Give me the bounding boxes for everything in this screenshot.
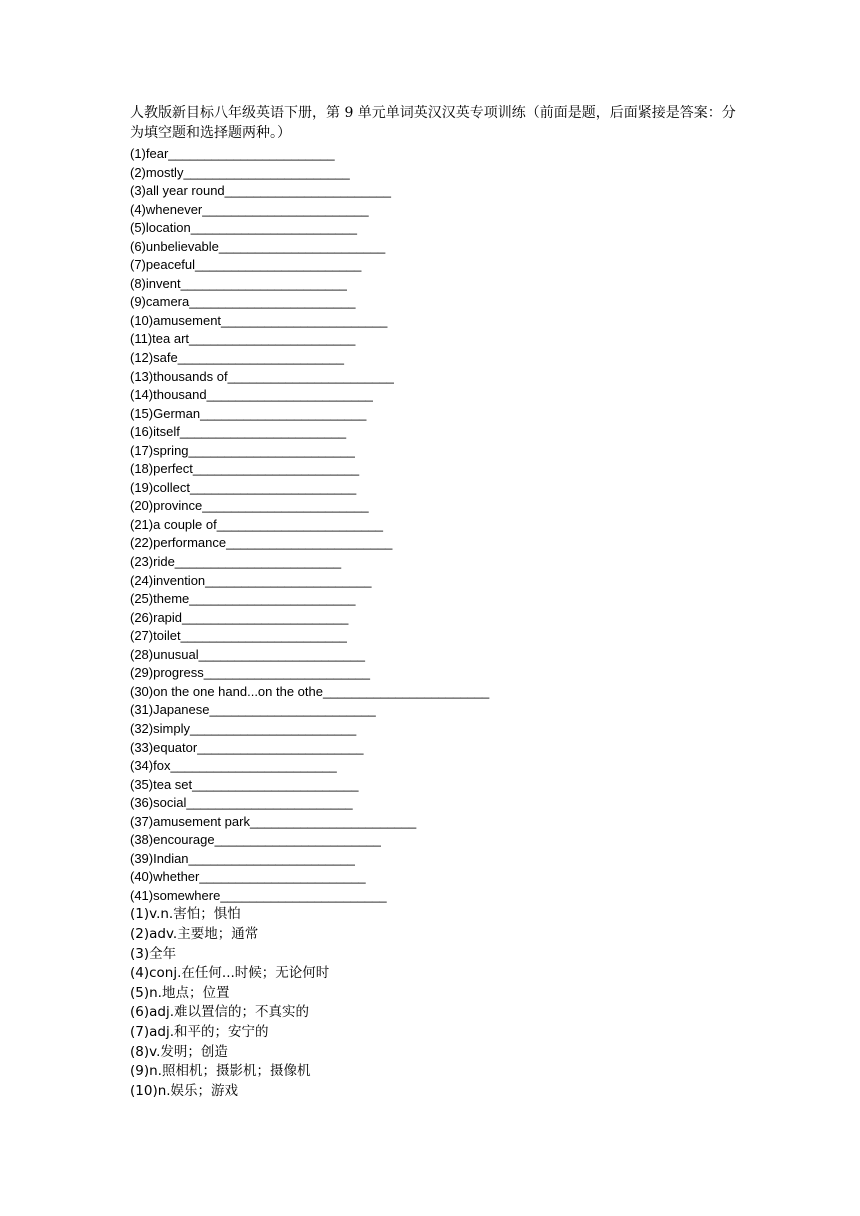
answer-item: (9)n.照相机；摄影机；摄像机 [130,1063,311,1080]
question-item [130,219,740,238]
question-item [130,145,740,164]
answer-blank: _______________________ [189,331,356,347]
answer-blank: _______________________ [177,350,344,366]
answer-blank: _______________________ [174,554,342,570]
question-item [130,627,740,646]
question-item [130,887,740,906]
question-term: (40)whether [130,869,200,885]
question-item [130,330,740,349]
question-term: (26)rapid [130,609,183,625]
question-item [130,275,740,294]
answer-blank: _______________________ [192,461,360,477]
question-item [130,312,740,331]
question-item [130,238,740,257]
answer-blank: _______________________ [180,275,347,291]
answer-item: (1)v.n.害怕；惧怕 [130,906,241,923]
question-term: (1)fear [130,146,169,161]
question-item [130,386,740,405]
question-term: (31)Japanese [130,702,210,718]
answer-blank: _______________________ [188,850,355,866]
question-term: (39)Indian [130,850,189,866]
question-term: (29)progress [130,665,204,681]
answer-item: (2)adv.主要地；通常 [130,926,259,943]
question-item [130,776,740,795]
question-item [130,553,740,572]
question-item [130,590,740,609]
question-term: (18)perfect [130,461,193,477]
answer-blank: _______________________ [202,498,369,514]
question-term: (4)whenever [130,201,203,217]
answer-blank: _______________________ [190,220,357,236]
question-item [130,201,740,220]
question-item [130,813,740,832]
question-term: (15)German [130,405,201,421]
answer-blank: _______________________ [189,294,356,310]
question-item [130,349,740,368]
question-item [130,479,740,498]
question-item [130,368,740,387]
question-term: (2)mostly [130,164,184,180]
question-term: (17)spring [130,442,189,458]
question-term: (28)unusual [130,646,199,662]
document-body [130,103,740,1101]
answer-blank: _______________________ [218,238,386,254]
question-list [130,145,740,905]
question-item [130,534,740,553]
answer-blank: _______________________ [179,424,347,440]
answer-blank: _______________________ [200,405,367,421]
answer-blank: _______________________ [221,312,388,328]
answer-blank: _______________________ [220,887,387,903]
question-item [130,868,740,887]
question-term: (41)somewhere [130,887,221,903]
document-title: 人教版新目标八年级英语下册，第 9 单元单词英汉汉英专项训练（前面是题，后面紧接是答案：分为填空题和选择题两种。） [130,105,736,141]
answer-blank: _______________________ [199,869,366,885]
answer-blank: _______________________ [188,442,355,458]
answer-blank: _______________________ [203,665,370,681]
question-term: (13)thousands of [130,368,228,384]
question-term: (35)tea set [130,776,193,792]
question-item [130,497,740,516]
question-term: (11)tea art [130,331,190,347]
question-term: (19)collect [130,479,190,495]
question-term: (36)social [130,795,187,811]
question-item [130,164,740,183]
answer-blank: _______________________ [189,591,356,607]
question-item [130,757,740,776]
question-term: (24)invention [130,572,206,588]
question-term: (23)ride [130,554,175,570]
question-item [130,256,740,275]
question-term: (14)thousand [130,387,207,403]
question-item [130,794,740,813]
answer-blank: _______________________ [197,739,364,755]
question-term: (3)all year round [130,183,225,199]
question-item [130,182,740,201]
question-item [130,609,740,628]
question-item [130,664,740,683]
question-item [130,423,740,442]
question-term: (10)amusement [130,312,222,328]
answer-blank: _______________________ [224,183,391,199]
question-item [130,850,740,869]
answer-blank: _______________________ [183,164,350,180]
question-term: (25)theme [130,591,190,607]
question-term: (8)invent [130,275,181,291]
answer-list [130,905,740,1101]
answer-blank: _______________________ [189,479,357,495]
question-term: (9)camera [130,294,190,310]
answer-blank: _______________________ [202,201,369,217]
question-term: (21)a couple of [130,516,217,532]
answer-blank: _______________________ [192,776,359,792]
answer-item: (3)全年 [130,945,177,962]
question-term: (16)itself [130,424,180,440]
question-term: (33)equator [130,739,198,755]
answer-blank: _______________________ [170,758,337,774]
answer-blank: _______________________ [249,813,417,829]
question-item [130,683,740,702]
answer-blank: _______________________ [182,609,349,625]
answer-blank: _______________________ [216,516,384,532]
question-item [130,720,740,739]
question-term: (37)amusement park [130,813,250,829]
answer-blank: _______________________ [198,646,365,662]
answer-blank: _______________________ [226,535,393,551]
question-item [130,405,740,424]
question-term: (6)unbelievable [130,238,219,254]
answer-item: (4)conj.在任何...时候；无论何时 [130,965,330,982]
answer-blank: _______________________ [168,146,335,161]
answer-blank: _______________________ [323,683,490,699]
answer-blank: _______________________ [186,795,353,811]
question-term: (34)fox [130,758,171,774]
answer-item: (7)adj.和平的；安宁的 [130,1023,269,1040]
answer-item: (8)v.发明；创造 [130,1043,228,1060]
question-term: (20)province [130,498,203,514]
answer-item: (5)n.地点；位置 [130,984,230,1001]
question-term: (32)simply [130,720,190,736]
question-term: (38)encourage [130,832,215,848]
question-item [130,516,740,535]
answer-blank: _______________________ [206,387,373,403]
question-item [130,701,740,720]
question-term: (22)performance [130,535,227,551]
answer-blank: _______________________ [227,368,394,384]
answer-blank: _______________________ [189,720,357,736]
answer-blank: _______________________ [209,702,376,718]
question-item [130,831,740,850]
question-term: (30)on the one hand...on the othe [130,683,323,699]
question-term: (12)safe [130,350,178,366]
question-term: (5)location [130,220,191,236]
question-item [130,460,740,479]
answer-blank: _______________________ [195,257,362,273]
answer-item: (10)n.娱乐；游戏 [130,1082,239,1099]
answer-blank: _______________________ [205,572,372,588]
answer-item: (6)adj.难以置信的；不真实的 [130,1004,310,1021]
answer-blank: _______________________ [180,628,347,644]
question-item [130,739,740,758]
answer-blank: _______________________ [214,832,381,848]
question-item [130,442,740,461]
question-item [130,293,740,312]
question-item [130,572,740,591]
question-term: (7)peaceful [130,257,196,273]
question-item [130,646,740,665]
question-term: (27)toilet [130,628,181,644]
